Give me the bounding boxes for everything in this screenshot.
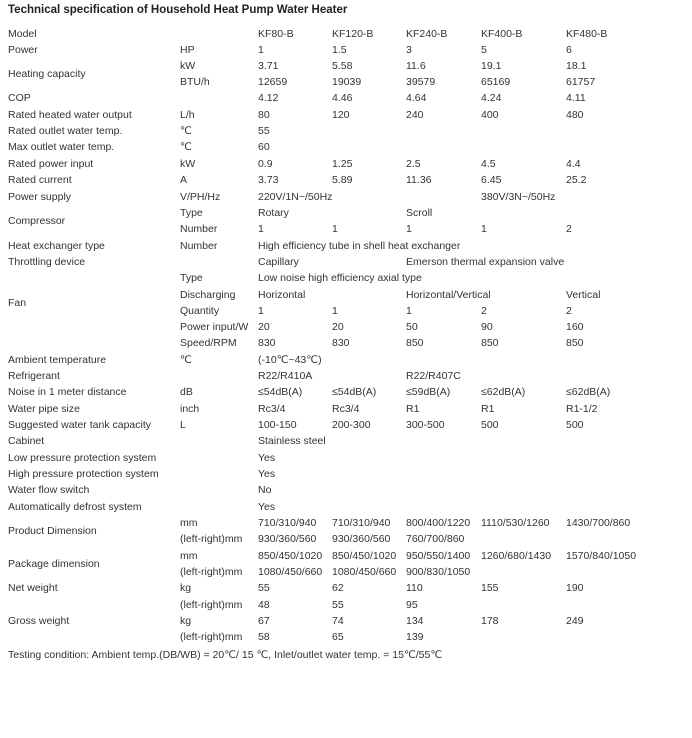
cell-kf480b: 1570/840/1050: [566, 550, 637, 562]
cell-kf80b: 220V/1N~/50Hz: [258, 191, 333, 203]
cell-unit: V/PH/Hz: [180, 191, 221, 203]
cell-row-label: Compressor: [8, 215, 66, 227]
cell-kf80b: 20: [258, 321, 270, 333]
cell-kf240b: 950/550/1400: [406, 550, 471, 562]
cell-kf120b: 20: [332, 321, 344, 333]
cell-kf480b: Vertical: [566, 289, 601, 301]
cell-kf120b: ≤54dB(A): [332, 386, 377, 398]
cell-kf80b: 0.9: [258, 158, 273, 170]
cell-kf120b: 5.89: [332, 174, 353, 186]
cell-row-label: Rated outlet water temp.: [8, 125, 123, 137]
cell-kf80b: (-10℃~43℃): [258, 354, 322, 366]
cell-kf80b: 55: [258, 582, 270, 594]
cell-row-label: Refrigerant: [8, 370, 60, 382]
cell-kf480b: ≤62dB(A): [566, 386, 611, 398]
cell-kf480b: 18.1: [566, 60, 587, 72]
cell-kf480b: 160: [566, 321, 584, 333]
cell-kf120b: 1: [332, 223, 338, 235]
cell-kf480b: 61757: [566, 76, 596, 88]
cell-row-label: High pressure protection system: [8, 468, 159, 480]
cell-kf400b: 2: [481, 305, 487, 317]
cell-kf120b: 1080/450/660: [332, 566, 397, 578]
cell-kf80b: 4.12: [258, 92, 279, 104]
cell-kf240b: R22/R407C: [406, 370, 461, 382]
cell-kf80b: Horizontal: [258, 289, 306, 301]
spec-table: [0, 24, 692, 644]
cell-unit: kW: [180, 60, 196, 72]
cell-row-label: Rated current: [8, 174, 72, 186]
cell-kf120b: 1: [332, 305, 338, 317]
cell-kf80b: 710/310/940: [258, 517, 317, 529]
cell-kf80b: Rotary: [258, 207, 289, 219]
cell-kf400b: 4.5: [481, 158, 496, 170]
cell-kf120b: 930/360/560: [332, 533, 391, 545]
cell-row-label: Product Dimension: [8, 525, 97, 537]
cell-kf480b: 480: [566, 109, 584, 121]
cell-unit: Type: [180, 207, 203, 219]
cell-kf240b: 50: [406, 321, 418, 333]
cell-unit: kg: [180, 615, 192, 627]
cell-kf240b: 95: [406, 599, 418, 611]
cell-row-label: Cabinet: [8, 435, 45, 447]
cell-kf240b: R1: [406, 403, 420, 415]
cell-unit: Number: [180, 240, 218, 252]
cell-row-label: Model: [8, 28, 37, 40]
cell-unit: kg: [180, 582, 192, 594]
cell-kf480b: 4.11: [566, 92, 586, 104]
cell-unit: ℃: [180, 354, 192, 366]
cell-kf120b: 710/310/940: [332, 517, 391, 529]
cell-kf240b: 760/700/860: [406, 533, 465, 545]
cell-kf240b: 1: [406, 223, 412, 235]
cell-kf480b: 2: [566, 305, 572, 317]
cell-kf240b: 11.6: [406, 60, 426, 72]
cell-kf240b: 139: [406, 631, 424, 643]
cell-unit: A: [180, 174, 188, 186]
cell-row-label: Power supply: [8, 191, 72, 203]
cell-row-label: Throttling device: [8, 256, 86, 268]
cell-kf400b: 5: [481, 44, 487, 56]
cell-kf120b: 850/450/1020: [332, 550, 397, 562]
cell-unit: mm: [180, 550, 198, 562]
cell-kf400b: 1110/530/1260: [481, 517, 550, 529]
cell-kf80b: 48: [258, 599, 270, 611]
cell-unit: Number: [180, 223, 218, 235]
cell-row-label: Gross weight: [8, 615, 70, 627]
cell-kf240b: Horizontal/Vertical: [406, 289, 491, 301]
cell-kf400b: 4.24: [481, 92, 502, 104]
cell-kf400b: 65169: [481, 76, 511, 88]
cell-row-label: Suggested water tank capacity: [8, 419, 152, 431]
cell-kf400b: 178: [481, 615, 499, 627]
cell-kf80b: Yes: [258, 468, 276, 480]
cell-kf120b: KF120-B: [332, 28, 374, 40]
cell-kf400b: 500: [481, 419, 499, 431]
cell-kf120b: 74: [332, 615, 344, 627]
cell-kf400b: 400: [481, 109, 499, 121]
cell-unit: inch: [180, 403, 200, 415]
cell-kf80b: 80: [258, 109, 270, 121]
cell-unit: Type: [180, 272, 203, 284]
cell-kf80b: Yes: [258, 501, 276, 513]
cell-row-label: Rated power input: [8, 158, 94, 170]
cell-kf80b: 55: [258, 125, 270, 137]
cell-kf240b: 110: [406, 582, 423, 594]
cell-kf120b: 830: [332, 337, 350, 349]
cell-row-label: Noise in 1 meter distance: [8, 386, 127, 398]
cell-kf80b: 850/450/1020: [258, 550, 323, 562]
cell-kf120b: 120: [332, 109, 350, 121]
cell-unit: dB: [180, 386, 193, 398]
cell-unit: L: [180, 419, 186, 431]
cell-unit: mm: [180, 517, 198, 529]
cell-kf240b: 850: [406, 337, 424, 349]
cell-kf400b: 90: [481, 321, 493, 333]
cell-kf120b: 1.5: [332, 44, 347, 56]
cell-kf240b: 2.5: [406, 158, 421, 170]
cell-kf240b: 39579: [406, 76, 436, 88]
cell-kf80b: 58: [258, 631, 270, 643]
cell-kf80b: 100-150: [258, 419, 297, 431]
cell-kf80b: Capillary: [258, 256, 299, 268]
cell-kf120b: 19039: [332, 76, 362, 88]
cell-row-label: Fan: [8, 297, 27, 309]
cell-kf400b: 155: [481, 582, 499, 594]
cell-kf480b: 6: [566, 44, 572, 56]
cell-kf480b: 1430/700/860: [566, 517, 631, 529]
cell-unit: Discharging: [180, 289, 236, 301]
cell-kf400b: ≤62dB(A): [481, 386, 526, 398]
cell-kf80b: Low noise high efficiency axial type: [258, 272, 422, 284]
cell-kf80b: 67: [258, 615, 270, 627]
cell-kf400b: 19.1: [481, 60, 502, 72]
cell-unit: (left-right)mm: [180, 533, 243, 545]
cell-kf480b: 249: [566, 615, 584, 627]
cell-row-label: Automatically defrost system: [8, 501, 142, 513]
page-title: Technical specification of Household Heat Pump Water Heater: [8, 4, 348, 16]
cell-kf80b: 1: [258, 223, 264, 235]
cell-kf80b: 930/360/560: [258, 533, 317, 545]
cell-kf80b: High efficiency tube in shell heat exchanger: [258, 240, 461, 252]
cell-kf80b: 1: [258, 44, 264, 56]
cell-kf480b: 190: [566, 582, 584, 594]
cell-kf80b: 1: [258, 305, 264, 317]
cell-kf480b: 4.4: [566, 158, 581, 170]
cell-kf240b: 134: [406, 615, 424, 627]
cell-kf120b: 4.46: [332, 92, 353, 104]
cell-kf480b: 500: [566, 419, 584, 431]
cell-kf80b: 3.73: [258, 174, 279, 186]
testing-condition-note: Testing condition: Ambient temp.(DB/WB) = 20℃/ 15 ℃, Inlet/outlet water temp. = 15℃/55℃: [8, 649, 443, 661]
cell-kf80b: 830: [258, 337, 276, 349]
cell-kf120b: 200-300: [332, 419, 371, 431]
cell-unit: Power input/W: [180, 321, 249, 333]
cell-kf400b: R1: [481, 403, 495, 415]
cell-row-label: Rated heated water output: [8, 109, 132, 121]
cell-kf240b: 240: [406, 109, 424, 121]
cell-row-label: COP: [8, 92, 31, 104]
cell-kf400b: 850: [481, 337, 499, 349]
cell-kf120b: Rc3/4: [332, 403, 360, 415]
cell-kf80b: KF80-B: [258, 28, 294, 40]
cell-row-label: Max outlet water temp.: [8, 141, 115, 153]
cell-kf480b: R1-1/2: [566, 403, 598, 415]
cell-unit: HP: [180, 44, 195, 56]
cell-kf240b: 11.36: [406, 174, 432, 186]
cell-unit: Speed/RPM: [180, 337, 237, 349]
cell-kf400b: 380V/3N~/50Hz: [481, 191, 556, 203]
cell-row-label: Package dimension: [8, 558, 100, 570]
cell-unit: L/h: [180, 109, 195, 121]
cell-row-label: Ambient temperature: [8, 354, 107, 366]
cell-kf240b: ≤59dB(A): [406, 386, 451, 398]
cell-kf120b: 55: [332, 599, 344, 611]
cell-kf240b: 800/400/1220: [406, 517, 471, 529]
cell-row-label: Heat exchanger type: [8, 240, 105, 252]
cell-kf400b: 6.45: [481, 174, 502, 186]
cell-kf480b: 850: [566, 337, 584, 349]
cell-unit: ℃: [180, 141, 192, 153]
cell-row-label: Net weight: [8, 582, 58, 594]
cell-kf400b: KF400-B: [481, 28, 523, 40]
cell-kf80b: Stainless steel: [258, 435, 326, 447]
cell-unit: kW: [180, 158, 196, 170]
cell-kf80b: 60: [258, 141, 270, 153]
cell-kf480b: 2: [566, 223, 572, 235]
cell-kf80b: 1080/450/660: [258, 566, 323, 578]
cell-kf80b: No: [258, 484, 272, 496]
cell-kf240b: Scroll: [406, 207, 433, 219]
cell-unit: (left-right)mm: [180, 599, 243, 611]
cell-kf400b: 1: [481, 223, 487, 235]
cell-kf240b: Emerson thermal expansion valve: [406, 256, 565, 268]
cell-unit: (left-right)mm: [180, 566, 243, 578]
cell-kf240b: 300-500: [406, 419, 445, 431]
cell-kf80b: 3.71: [258, 60, 279, 72]
cell-row-label: Heating capacity: [8, 68, 86, 80]
cell-unit: ℃: [180, 125, 192, 137]
cell-kf400b: 1260/680/1430: [481, 550, 552, 562]
cell-row-label: Power: [8, 44, 38, 56]
cell-unit: Quantity: [180, 305, 220, 317]
cell-kf240b: 1: [406, 305, 412, 317]
cell-row-label: Low pressure protection system: [8, 452, 157, 464]
cell-kf80b: Yes: [258, 452, 276, 464]
cell-unit: BTU/h: [180, 76, 210, 88]
cell-row-label: Water flow switch: [8, 484, 90, 496]
cell-kf80b: ≤54dB(A): [258, 386, 303, 398]
cell-kf240b: 3: [406, 44, 412, 56]
cell-kf240b: 900/830/1050: [406, 566, 471, 578]
cell-kf480b: KF480-B: [566, 28, 608, 40]
cell-kf240b: KF240-B: [406, 28, 448, 40]
cell-kf120b: 65: [332, 631, 344, 643]
cell-kf80b: 12659: [258, 76, 288, 88]
cell-kf120b: 1.25: [332, 158, 353, 170]
cell-kf120b: 5.58: [332, 60, 353, 72]
cell-kf240b: 4.64: [406, 92, 427, 104]
cell-kf80b: R22/R410A: [258, 370, 313, 382]
cell-row-label: Water pipe size: [8, 403, 80, 415]
cell-kf120b: 62: [332, 582, 344, 594]
cell-unit: (left-right)mm: [180, 631, 243, 643]
cell-kf80b: Rc3/4: [258, 403, 286, 415]
cell-kf480b: 25.2: [566, 174, 587, 186]
